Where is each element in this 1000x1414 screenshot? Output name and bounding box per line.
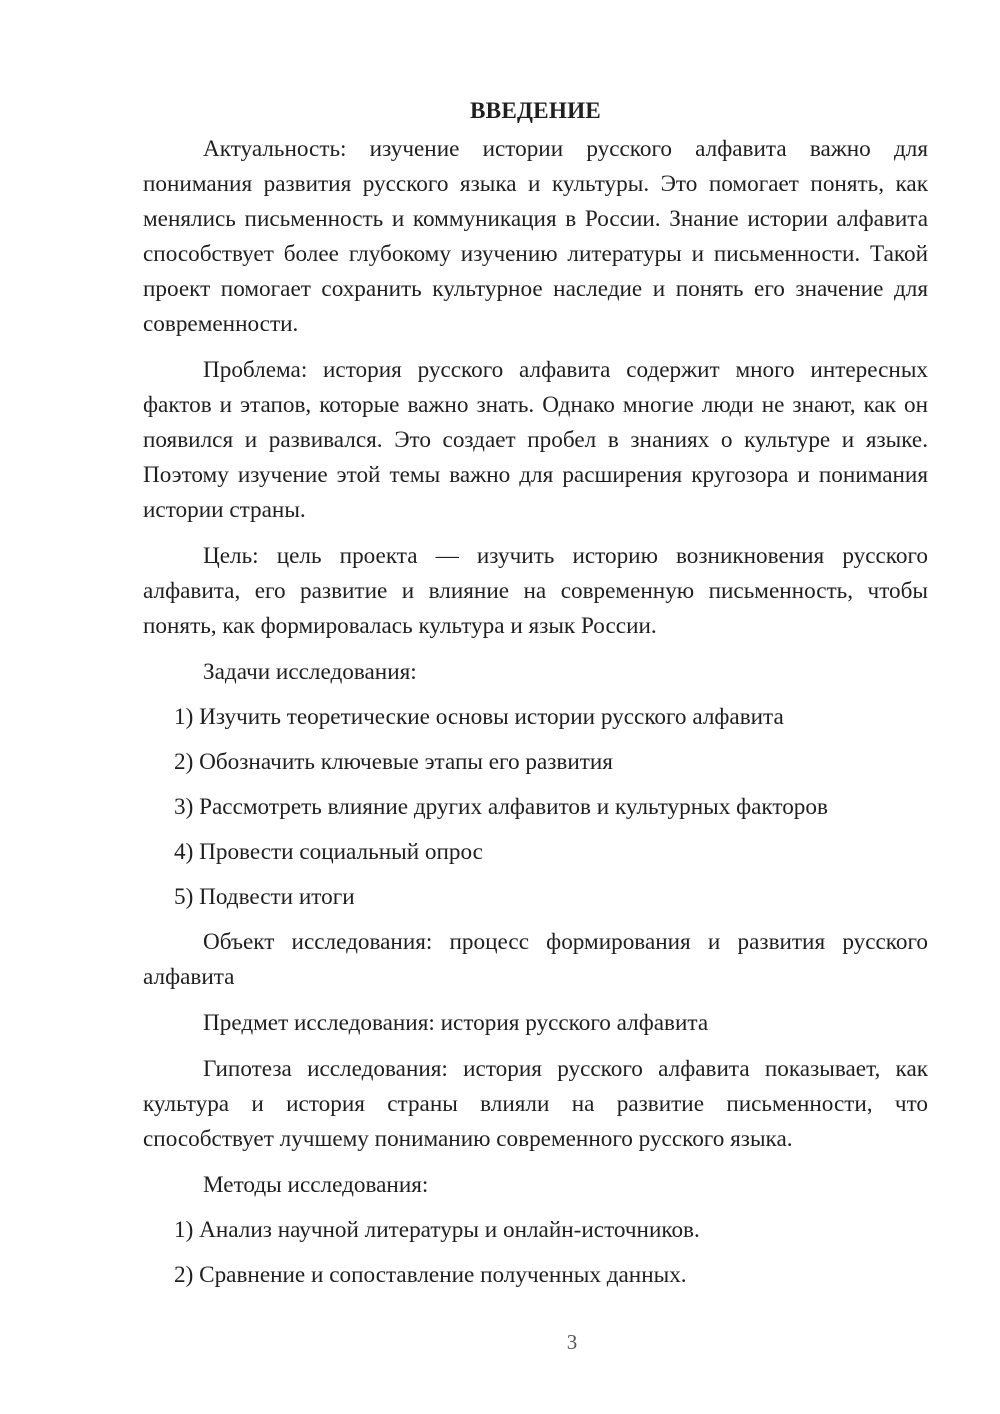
object-paragraph: Объект исследования: процесс формирования и развития русского алфавита xyxy=(143,929,928,990)
relevance-paragraph: Актуальность: изучение истории русского алфавита важно для понимания развития русского языка и культуры. Это помогает понять, как менялись письменность и коммуникация в России. Знание истории алфавита способствует более глубокому изучению литературы и письменности. Такой проект помогает сохранить культурное наследие и понять его значение для современности. xyxy=(143,136,928,337)
methods-label: Методы исследования: xyxy=(203,1172,429,1198)
problem-paragraph: Проблема: история русского алфавита содержит много интересных фактов и этапов, которые важно знать. Однако многие люди не знают, как он появился и развивался. Это создает пробел в знаниях о культуре и языке. Поэтому изучение этой темы важно для расширения кругозора и понимания истории страны. xyxy=(143,357,928,523)
section-heading: ВВЕДЕНИЕ xyxy=(470,98,601,124)
methods-list xyxy=(143,1213,928,1293)
task-item: 4) Провести социальный опрос xyxy=(174,839,483,865)
method-item: 1) Анализ научной литературы и онлайн-источников. xyxy=(174,1217,700,1243)
method-item: 2) Сравнение и сопоставление полученных данных. xyxy=(174,1262,687,1288)
tasks-list xyxy=(143,700,928,915)
tasks-label: Задачи исследования: xyxy=(203,659,417,685)
task-item: 5) Подвести итоги xyxy=(174,884,355,910)
page-number: 3 xyxy=(566,1330,578,1354)
task-item: 1) Изучить теоретические основы истории русского алфавита xyxy=(174,704,784,730)
subject-paragraph: Предмет исследования: история русского алфавита xyxy=(203,1010,709,1036)
hypothesis-paragraph: Гипотеза исследования: история русского алфавита показывает, как культура и история страны влияли на развитие письменности, что способствует лучшему пониманию современного русского языка. xyxy=(143,1056,928,1152)
page-content xyxy=(143,94,928,1303)
task-item: 3) Рассмотреть влияние других алфавитов и культурных факторов xyxy=(174,794,828,820)
task-item: 2) Обозначить ключевые этапы его развития xyxy=(174,749,613,775)
goal-paragraph: Цель: цель проекта — изучить историю возникновения русского алфавита, его развитие и влияние на современную письменность, чтобы понять, как формировалась культура и язык России. xyxy=(143,543,928,639)
